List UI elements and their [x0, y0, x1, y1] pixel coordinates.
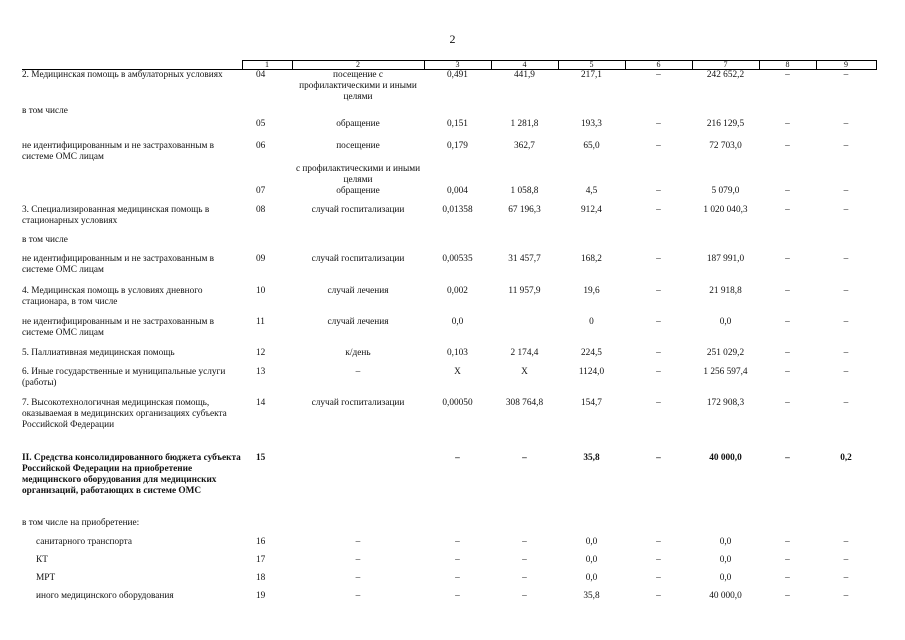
row-col-8: –	[785, 366, 790, 377]
row-col-9	[816, 164, 876, 186]
row-label: не идентифицированным и не застрахованным в системе ОМС лицам	[22, 316, 215, 338]
row-code: 11	[256, 316, 265, 327]
row-col-9: –	[843, 204, 849, 215]
table-row	[22, 235, 876, 254]
row-col-7: 0,0	[719, 536, 732, 547]
row-col-5	[558, 106, 625, 119]
row-code: 12	[256, 347, 266, 358]
row-label: в том числе	[22, 105, 68, 116]
row-col-6: –	[656, 572, 661, 583]
header-col-6: 6	[625, 61, 692, 70]
row-label: КТ	[36, 554, 48, 565]
row-col-3: 0,004	[447, 185, 468, 196]
row-col-8: –	[785, 452, 790, 463]
row-col-6	[625, 518, 692, 537]
row-col-5: 912,4	[581, 204, 602, 215]
row-col-7: 251 029,2	[706, 347, 745, 358]
table-row	[22, 348, 876, 367]
row-col-6: –	[656, 452, 661, 463]
row-code: 14	[256, 397, 266, 408]
row-col-8: –	[785, 285, 790, 296]
table-row	[22, 205, 876, 235]
row-code: 07	[256, 185, 266, 196]
row-col-6: –	[656, 253, 661, 264]
row-col-3: 0,01358	[442, 204, 473, 215]
row-col-4: –	[522, 452, 527, 463]
row-col-5: 35,8	[583, 452, 600, 463]
row-label: 6. Иные государственные и муниципальные услуги (работы)	[22, 366, 226, 388]
row-label: МРТ	[36, 572, 56, 583]
row-code: 04	[256, 70, 266, 80]
row-col-4: 2 174,4	[510, 347, 539, 358]
header-blank-cell	[22, 61, 242, 70]
row-col-5: 193,3	[581, 118, 602, 129]
row-col-8: –	[785, 118, 790, 129]
row-unit: случай госпитализации	[311, 204, 405, 215]
row-code: 09	[256, 253, 266, 264]
table-row	[22, 70, 876, 106]
row-unit: случай лечения	[327, 316, 389, 327]
row-col-9: –	[843, 316, 849, 327]
row-col-5	[558, 518, 625, 537]
row-unit: случай госпитализации	[311, 397, 405, 408]
row-code: 18	[256, 572, 266, 583]
row-col-3: –	[455, 554, 460, 565]
row-unit: –	[355, 590, 361, 601]
row-col-9: 0,2	[840, 452, 852, 463]
row-code: 16	[256, 536, 266, 547]
row-col-7: 187 991,0	[706, 253, 745, 264]
row-col-7: 40 000,0	[709, 590, 742, 601]
table-row	[22, 141, 876, 164]
row-col-3: 0,00535	[442, 253, 473, 264]
header-col-9: 9	[816, 61, 876, 70]
row-code: 19	[256, 590, 266, 601]
row-col-3: –	[455, 452, 460, 463]
row-col-8: –	[785, 397, 790, 408]
row-unit: –	[355, 366, 361, 377]
row-label: в том числе на приобретение:	[22, 517, 140, 528]
row-col-6	[625, 164, 692, 186]
row-col-6: –	[656, 536, 661, 547]
table-row	[22, 254, 876, 286]
row-col-9	[816, 518, 876, 537]
row-col-3	[424, 106, 491, 119]
row-code: 08	[256, 204, 266, 215]
row-unit	[292, 106, 424, 119]
row-unit: посещение	[336, 140, 380, 151]
row-col-7: 216 129,5	[706, 118, 745, 129]
row-col-6: –	[656, 285, 661, 296]
table-row	[22, 317, 876, 348]
header-col-2: 2	[292, 61, 424, 70]
row-col-4: –	[522, 536, 527, 547]
row-col-5: 4,5	[585, 185, 598, 196]
row-col-9: –	[843, 70, 849, 80]
row-col-9	[816, 106, 876, 119]
row-col-8: –	[785, 590, 790, 601]
row-col-4: 1 058,8	[510, 185, 539, 196]
row-label: не идентифицированным и не застрахованным в системе ОМС лицам	[22, 253, 215, 275]
row-unit: –	[355, 554, 361, 565]
row-col-4: 31 457,7	[508, 253, 541, 264]
table-row	[22, 164, 876, 186]
row-code: 15	[256, 452, 266, 463]
column-number-header	[22, 61, 876, 70]
row-col-4: 67 196,3	[508, 204, 541, 215]
row-col-9: –	[843, 140, 849, 151]
row-col-5	[558, 235, 625, 254]
row-col-8: –	[785, 185, 790, 196]
row-unit	[292, 235, 424, 254]
row-col-6: –	[656, 554, 661, 565]
row-col-7: 1 020 040,3	[703, 204, 748, 215]
row-col-4: –	[522, 554, 527, 565]
row-col-6: –	[656, 590, 661, 601]
row-col-3: 0,491	[447, 70, 468, 80]
row-col-5: 0,0	[585, 572, 598, 583]
row-col-3: –	[455, 572, 460, 583]
row-col-3: 0,151	[447, 118, 468, 129]
row-col-8: –	[785, 554, 790, 565]
row-col-4	[491, 518, 558, 537]
table-row	[22, 518, 876, 537]
row-col-3: X	[454, 366, 461, 377]
row-label	[22, 186, 242, 205]
row-col-5: 1124,0	[578, 366, 605, 377]
row-col-4: X	[521, 366, 528, 377]
data-table	[22, 60, 877, 609]
row-col-6	[625, 106, 692, 119]
row-col-5: 0,0	[585, 536, 598, 547]
row-col-8: –	[785, 140, 790, 151]
header-col-7: 7	[692, 61, 759, 70]
row-label	[22, 119, 242, 141]
row-col-3: 0,103	[447, 347, 468, 358]
header-col-5: 5	[558, 61, 625, 70]
row-col-7: 40 000,0	[709, 452, 742, 463]
row-col-9: –	[843, 185, 849, 196]
row-col-7: 1 256 597,4	[703, 366, 748, 377]
row-col-6: –	[656, 366, 661, 377]
row-col-5: 168,2	[581, 253, 602, 264]
table-row	[22, 573, 876, 591]
row-col-5: 0	[589, 316, 594, 327]
row-label: 7. Высокотехнологичная медицинская помощь, оказываемая в медицинских организациях субъекта Российской Федерации	[22, 397, 227, 430]
row-unit	[292, 518, 424, 537]
row-col-6: –	[656, 118, 661, 129]
row-col-3	[424, 518, 491, 537]
row-col-6: –	[656, 70, 661, 80]
row-unit: с профилактическими и иными целями	[295, 163, 421, 185]
row-col-7	[692, 235, 759, 254]
header-col-4: 4	[491, 61, 558, 70]
row-col-4: 11 957,9	[508, 285, 541, 296]
row-label	[22, 164, 242, 186]
table-row	[22, 537, 876, 555]
row-col-8	[759, 164, 816, 186]
row-col-5: 65,0	[583, 140, 600, 151]
row-col-8	[759, 106, 816, 119]
table-row	[22, 555, 876, 573]
row-col-9: –	[843, 366, 849, 377]
header-col-1: 1	[242, 61, 292, 70]
row-label: II. Средства консолидированного бюджета субъекта Российской Федерации на приобретение медицинского оборудования для медицинских организаций, работающих в системе ОМС	[22, 452, 241, 496]
row-col-8: –	[785, 316, 790, 327]
table-body	[22, 70, 876, 609]
row-label: 3. Специализированная медицинская помощь в стационарных условиях	[22, 204, 210, 226]
row-col-7: 5 079,0	[711, 185, 740, 196]
row-col-4: 362,7	[514, 140, 535, 151]
row-col-9: –	[843, 536, 849, 547]
page-number: 2	[449, 32, 456, 46]
row-code: 13	[256, 366, 266, 377]
row-unit: случай госпитализации	[311, 253, 405, 264]
row-col-9: –	[843, 590, 849, 601]
row-code: 17	[256, 554, 266, 565]
row-code: 10	[256, 285, 266, 296]
row-col-7	[692, 106, 759, 119]
row-col-8: –	[785, 347, 790, 358]
table-row	[22, 106, 876, 119]
row-label: 4. Медицинская помощь в условиях дневного стационара, в том числе	[22, 285, 203, 307]
row-col-5: 224,5	[581, 347, 602, 358]
row-col-9: –	[843, 253, 849, 264]
row-col-4	[491, 106, 558, 119]
row-unit: посещение с профилактическими и иными целями	[299, 70, 417, 102]
row-col-7: 0,0	[719, 554, 732, 565]
row-col-8: –	[785, 253, 790, 264]
row-label: в том числе	[22, 234, 68, 245]
row-code	[242, 235, 292, 254]
row-col-7: 242 652,2	[706, 70, 745, 80]
row-col-9: –	[843, 397, 849, 408]
row-col-6: –	[656, 185, 661, 196]
row-unit: –	[355, 572, 361, 583]
row-col-8	[759, 518, 816, 537]
row-col-4: 1 281,8	[510, 118, 539, 129]
row-col-9: –	[843, 118, 849, 129]
row-unit: обращение	[336, 118, 380, 129]
row-col-6: –	[656, 316, 661, 327]
row-unit: к/день	[345, 347, 371, 358]
row-col-5	[558, 164, 625, 186]
table-row	[22, 367, 876, 398]
row-code	[242, 164, 292, 186]
row-col-9: –	[843, 554, 849, 565]
header-col-8: 8	[759, 61, 816, 70]
row-unit: –	[355, 536, 361, 547]
table-row	[22, 591, 876, 609]
row-col-8	[759, 235, 816, 254]
row-col-5: 35,8	[583, 590, 600, 601]
table-row	[22, 398, 876, 453]
row-col-3: 0,00050	[442, 397, 473, 408]
row-col-8: –	[785, 536, 790, 547]
row-col-8: –	[785, 204, 790, 215]
row-col-4	[491, 317, 558, 348]
row-col-6: –	[656, 347, 661, 358]
row-col-4: 441,9	[514, 70, 535, 80]
row-col-9	[816, 235, 876, 254]
row-code: 06	[256, 140, 266, 151]
table-row	[22, 286, 876, 317]
row-col-4	[491, 235, 558, 254]
row-col-5: 154,7	[581, 397, 602, 408]
row-label: 2. Медицинская помощь в амбулаторных условиях	[22, 70, 223, 80]
row-label: иного медицинского оборудования	[36, 590, 174, 601]
row-col-9: –	[843, 285, 849, 296]
row-col-7	[692, 164, 759, 186]
row-label: санитарного транспорта	[36, 536, 132, 547]
row-col-3: 0,179	[447, 140, 468, 151]
row-col-9: –	[843, 572, 849, 583]
row-col-3: –	[455, 536, 460, 547]
row-col-6: –	[656, 397, 661, 408]
row-col-3: –	[455, 590, 460, 601]
row-col-4: –	[522, 590, 527, 601]
row-col-3: 0,002	[447, 285, 468, 296]
row-col-5: 19,6	[583, 285, 600, 296]
row-col-7: 72 703,0	[709, 140, 742, 151]
row-col-3	[424, 235, 491, 254]
row-col-4: –	[522, 572, 527, 583]
row-col-6	[625, 235, 692, 254]
row-col-5: 0,0	[585, 554, 598, 565]
row-col-7: 0,0	[719, 316, 732, 327]
row-code: 05	[256, 118, 266, 129]
row-col-5: 217,1	[581, 70, 602, 80]
row-col-6: –	[656, 204, 661, 215]
row-col-7: 21 918,8	[709, 285, 742, 296]
row-label: 5. Паллиативная медицинская помощь	[22, 347, 175, 358]
row-col-4: 308 764,8	[505, 397, 544, 408]
table-row	[22, 453, 876, 518]
row-unit: обращение	[336, 185, 380, 196]
row-col-7: 172 908,3	[706, 397, 745, 408]
row-col-6: –	[656, 140, 661, 151]
header-col-3: 3	[424, 61, 491, 70]
row-col-9: –	[843, 347, 849, 358]
row-unit: случай лечения	[327, 285, 389, 296]
row-code	[242, 518, 292, 537]
row-col-3	[424, 164, 491, 186]
row-col-8: –	[785, 70, 790, 80]
row-label: не идентифицированным и не застрахованным в системе ОМС лицам	[22, 140, 215, 162]
row-unit	[292, 453, 424, 518]
row-col-3: 0,0	[451, 316, 464, 327]
row-col-4	[491, 164, 558, 186]
row-code	[242, 106, 292, 119]
row-col-7	[692, 518, 759, 537]
row-col-8: –	[785, 572, 790, 583]
table-row	[22, 119, 876, 141]
table-row	[22, 186, 876, 205]
row-col-7: 0,0	[719, 572, 732, 583]
